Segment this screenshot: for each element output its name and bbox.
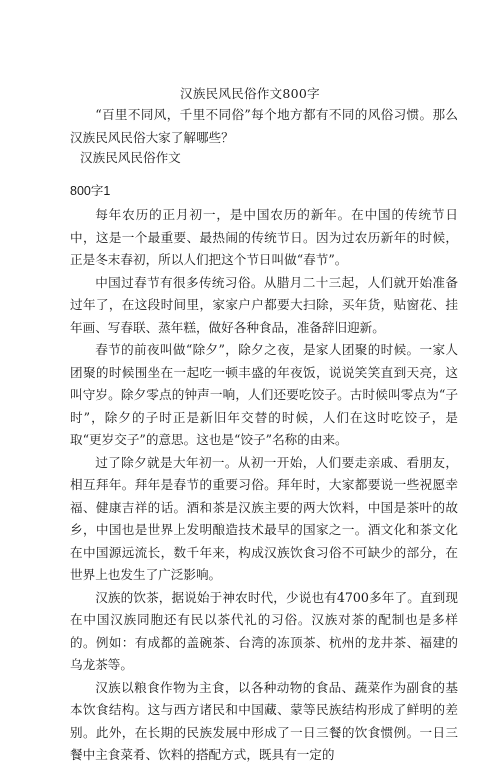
paragraph: 汉族以粮食作物为主食，以各种动物的食品、蔬菜作为副食的基本饮食结构。这与西方诸民和中国藏、蒙等民族结构形成了鲜明的差别。此外，在长期的民族发展中形成了一日三餐的饮食惯例。一日三餐中主食菜肴、饮料的搭配方式，既具有一定的 [70, 679, 458, 762]
body-text [70, 204, 458, 767]
intro-text: “百里不同风，千里不同俗”每个地方都有不同的风俗习惯。那么汉族民风民俗大家了解哪些？ [70, 107, 458, 145]
paragraph: 中国过春节有很多传统习俗。从腊月二十三起，人们就开始准备过年了，在这段时间里，家家户户都要大扫除，买年货，贴窗花、挂年画、写春联、蒸年糕，做好各种食品，准备辞旧迎新。 [70, 274, 458, 335]
document-title: 汉族民风民俗作文800字 [180, 86, 320, 101]
section-heading: 800字1 [70, 184, 111, 198]
paragraph: 春节的前夜叫做“除夕”，除夕之夜，是家人团聚的时候。一家人团聚的时候围坐在一起吃一顿丰盛的年夜饭，说说笑笑直到天亮，这叫守岁。除夕零点的钟声一响，人们还要吃饺子。古时候叫零点为“子时”，除夕的子时正是新旧年交替的时候，人们在这时吃饺子，是取“更岁交子”的意思。这也是“饺子”名称的由来。 [70, 342, 458, 447]
paragraph: 过了除夕就是大年初一。从初一开始，人们要走亲戚、看朋友，相互拜年。拜年是春节的重要习俗。拜年时，大家都要说一些祝愿幸福、健康吉祥的话。酒和茶是汉族主要的两大饮料，中国是茶叶的故乡，中国也是世界上发明酿造技术最早的国家之一。酒文化和茶文化在中国源远流长，数千年来，构成汉族饮食习俗不可缺少的部分，在世界上也发生了广泛影响。 [70, 454, 458, 582]
paragraph: 每年农历的正月初一，是中国农历的新年。在中国的传统节日中，这是一个最重要、最热闹的传统节日。因为过农历新年的时候，正是冬末春初，所以人们把这个节日叫做“春节”。 [70, 207, 458, 267]
intro-subtitle: 汉族民风民俗作文 [80, 150, 181, 165]
paragraph: 汉族的饮茶，据说始于神农时代，少说也有4700多年了。直到现在中国汉族同胞还有民以茶代礼的习俗。汉族对茶的配制也是多样的。例如：有成都的盖碗茶、台湾的冻顶茶、杭州的龙井茶、福建的乌龙茶等。 [70, 589, 458, 672]
